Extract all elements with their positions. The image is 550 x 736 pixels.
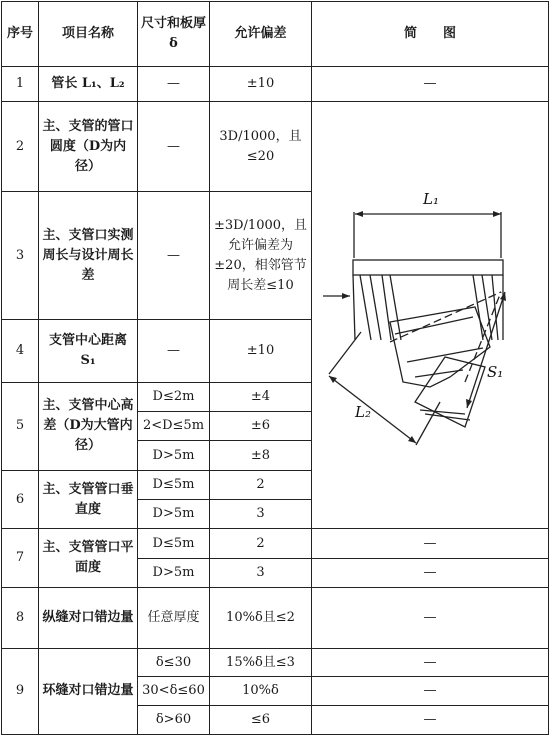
row-size: D≤5m (138, 529, 210, 558)
row-size: D≤5m (138, 470, 210, 499)
row-tolerance: 2 (210, 529, 312, 558)
row-item: 主、支管中心高差（D为大管内径） (39, 382, 138, 470)
row-sketch: — (312, 66, 549, 101)
row-tolerance: 10%δ (210, 677, 312, 705)
row-tolerance: ±8 (210, 441, 312, 470)
row-item: 主、支管管口垂直度 (39, 470, 138, 529)
row-tolerance: ±3D/1000，且允许偏差为±20，相邻管节周长差≤10 (210, 192, 312, 320)
row-sketch: — (312, 648, 549, 676)
row-sketch: — (312, 677, 549, 705)
row-size: δ≤30 (138, 648, 210, 676)
row-size: — (138, 102, 210, 192)
row-tolerance: 3D/1000，且≤20 (210, 102, 312, 192)
main-pipe-top (353, 260, 503, 275)
row-tolerance: 2 (210, 470, 312, 499)
row-tolerance: ≤6 (210, 705, 312, 734)
branch-pipe-diagram (315, 152, 550, 472)
branch-flange (415, 357, 485, 427)
row-item: 支管中心距离 S₁ (39, 319, 138, 382)
row-size: — (138, 66, 210, 101)
l2-label: L₂ (355, 402, 371, 421)
header-tolerance: 允许偏差 (210, 2, 312, 67)
row-seq: 8 (2, 588, 39, 649)
l1-label: L₁ (423, 189, 439, 208)
row-tolerance: 10%δ且≤2 (210, 588, 312, 649)
row-item: 管长 L₁、L₂ (39, 66, 138, 101)
row-tolerance: ±10 (210, 319, 312, 382)
header-row (2, 2, 549, 67)
row-tolerance: 15%δ且≤3 (210, 648, 312, 676)
table-row (2, 102, 549, 192)
row-size: D>5m (138, 500, 210, 529)
row-sketch: — (312, 588, 549, 649)
row-sketch: — (312, 705, 549, 734)
row-seq: 5 (2, 382, 39, 470)
sketch-cell (312, 102, 549, 529)
row-size: — (138, 319, 210, 382)
header-seq: 序号 (2, 2, 39, 67)
row-size: 任意厚度 (138, 588, 210, 649)
row-size: D≤2m (138, 382, 210, 411)
row-seq: 3 (2, 192, 39, 320)
table-row (2, 648, 549, 676)
s1-label: S₁ (487, 362, 504, 381)
row-seq: 2 (2, 102, 39, 192)
row-size: D>5m (138, 558, 210, 587)
row-tolerance: 3 (210, 500, 312, 529)
row-item: 环缝对口错边量 (39, 648, 138, 734)
row-size: 2<D≤5m (138, 411, 210, 440)
row-seq: 1 (2, 66, 39, 101)
row-item: 纵缝对口错边量 (39, 588, 138, 649)
row-size: D>5m (138, 441, 210, 470)
row-sketch: — (312, 558, 549, 587)
header-size: 尺寸和板厚δ (138, 2, 210, 67)
row-item: 主、支管管口平面度 (39, 529, 138, 588)
table-row (2, 529, 549, 558)
row-size: — (138, 192, 210, 320)
row-tolerance: ±4 (210, 382, 312, 411)
row-seq: 6 (2, 470, 39, 529)
row-seq: 4 (2, 319, 39, 382)
row-size: 30<δ≤60 (138, 677, 210, 705)
row-tolerance: ±6 (210, 411, 312, 440)
header-item: 项目名称 (39, 2, 138, 67)
header-sketch: 简 图 (312, 2, 549, 67)
row-size: δ>60 (138, 705, 210, 734)
row-item: 主、支管的管口圆度（D为内径） (39, 102, 138, 192)
row-tolerance: 3 (210, 558, 312, 587)
row-tolerance: ±10 (210, 66, 312, 101)
tolerance-table (1, 1, 549, 735)
table-row (2, 588, 549, 649)
table-row (2, 66, 549, 101)
row-sketch: — (312, 529, 549, 558)
row-seq: 7 (2, 529, 39, 588)
l2-dimension-line (329, 376, 416, 443)
row-seq: 9 (2, 648, 39, 734)
row-item: 主、支管口实测周长与设计周长差 (39, 192, 138, 320)
